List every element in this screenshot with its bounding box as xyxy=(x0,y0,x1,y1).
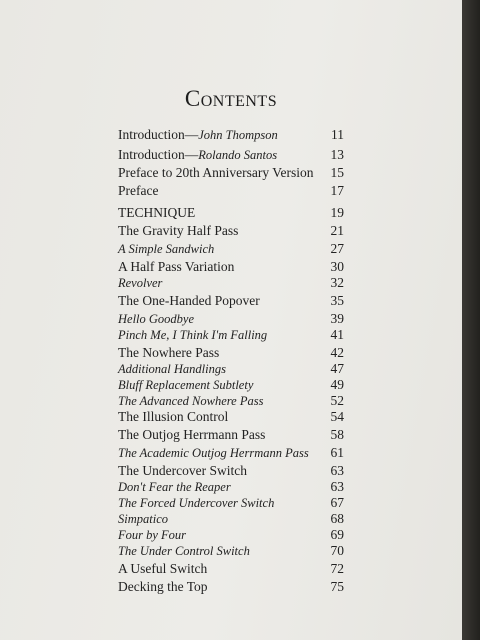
toc-entry-title: Additional Handlings xyxy=(118,362,226,376)
toc-entry xyxy=(118,326,344,344)
toc-entry-title: The Illusion Control xyxy=(118,409,229,424)
toc-page-number: 61 xyxy=(330,445,344,460)
toc-page-number: 49 xyxy=(330,377,344,392)
toc-page-number: 19 xyxy=(330,205,344,220)
toc-entry-title: Decking the Top xyxy=(118,579,208,594)
toc-page-number: 41 xyxy=(330,327,344,342)
toc-entry-title: Revolver xyxy=(118,276,163,290)
toc-page-number: 11 xyxy=(331,127,344,142)
toc-page-number: 67 xyxy=(330,495,344,510)
toc-entry-title: A Useful Switch xyxy=(118,561,208,576)
toc-page-number: 17 xyxy=(330,183,344,198)
toc-page-number: 47 xyxy=(330,361,344,376)
toc-entry-title: The Forced Undercover Switch xyxy=(118,496,275,510)
toc-entry-title: The Under Control Switch xyxy=(118,544,250,558)
toc-entry xyxy=(118,426,344,444)
toc-entry xyxy=(118,222,344,240)
toc-entry xyxy=(118,240,344,258)
toc-entry-title: Don't Fear the Reaper xyxy=(118,480,231,494)
toc-entry-title: Preface to 20th Anniversary Version xyxy=(118,165,314,180)
toc-entry-title: TECHNIQUE xyxy=(118,205,196,220)
toc-entry xyxy=(118,578,344,596)
toc-entry xyxy=(118,274,344,292)
toc-entry-title: Introduction—John Thompson xyxy=(118,127,278,142)
toc-entry xyxy=(118,408,344,426)
toc-entry-title: Introduction—Rolando Santos xyxy=(118,147,278,162)
toc-page-number: 35 xyxy=(330,293,344,308)
toc-page-number: 63 xyxy=(330,463,344,478)
toc-page-number: 70 xyxy=(330,543,344,558)
toc-page-number: 42 xyxy=(330,345,344,360)
toc-page-number: 27 xyxy=(330,241,344,256)
toc-entry-title: The Undercover Switch xyxy=(118,463,247,478)
toc-entry-title: The Outjog Herrmann Pass xyxy=(118,427,266,442)
toc-page-number: 69 xyxy=(330,527,344,542)
toc-page-number: 15 xyxy=(330,165,344,180)
toc-entry xyxy=(118,182,344,200)
toc-entry-title: The Nowhere Pass xyxy=(118,345,220,360)
toc-entry xyxy=(118,560,344,578)
toc-entry-title: Hello Goodbye xyxy=(118,312,195,326)
toc-page-number: 58 xyxy=(330,427,344,442)
toc-entry xyxy=(118,164,344,182)
toc-entry-title: A Simple Sandwich xyxy=(118,242,215,256)
toc-entry-title: A Half Pass Variation xyxy=(118,259,235,274)
toc-entry-title: Preface xyxy=(118,183,159,198)
toc-entry-title: Four by Four xyxy=(118,528,187,542)
toc-entry xyxy=(118,146,344,164)
toc-page-number: 39 xyxy=(330,311,344,326)
toc-page-number: 30 xyxy=(330,259,344,274)
page-edge-shadow xyxy=(462,0,480,640)
toc-entry-title: The Gravity Half Pass xyxy=(118,223,239,238)
toc-entry xyxy=(118,292,344,310)
toc-entry-author: Rolando Santos xyxy=(198,148,278,162)
toc-entry-title: The One-Handed Popover xyxy=(118,293,260,308)
toc-page-number: 68 xyxy=(330,511,344,526)
toc-entry-title: The Advanced Nowhere Pass xyxy=(118,394,264,408)
toc-page-number: 21 xyxy=(330,223,344,238)
toc-entry-title: Simpatico xyxy=(118,512,168,526)
toc-page-number: 32 xyxy=(330,275,344,290)
toc-entry xyxy=(118,444,344,462)
toc-entry xyxy=(118,204,344,222)
toc-page-number: 72 xyxy=(330,561,344,576)
page-title: Contents xyxy=(184,86,278,111)
toc-entry-title: Bluff Replacement Subtlety xyxy=(118,378,254,392)
toc-entry-author: John Thompson xyxy=(198,128,278,142)
toc-entry-title: Pinch Me, I Think I'm Falling xyxy=(118,328,268,342)
toc-page-number: 75 xyxy=(330,579,344,594)
toc-entry xyxy=(118,542,344,560)
toc-page-number: 54 xyxy=(330,409,344,424)
toc-page-number: 63 xyxy=(330,479,344,494)
toc-entry-title: The Academic Outjog Herrmann Pass xyxy=(118,446,309,460)
toc-page-number: 13 xyxy=(330,147,344,162)
toc-page-number: 52 xyxy=(330,393,344,408)
toc-entry xyxy=(118,126,344,144)
